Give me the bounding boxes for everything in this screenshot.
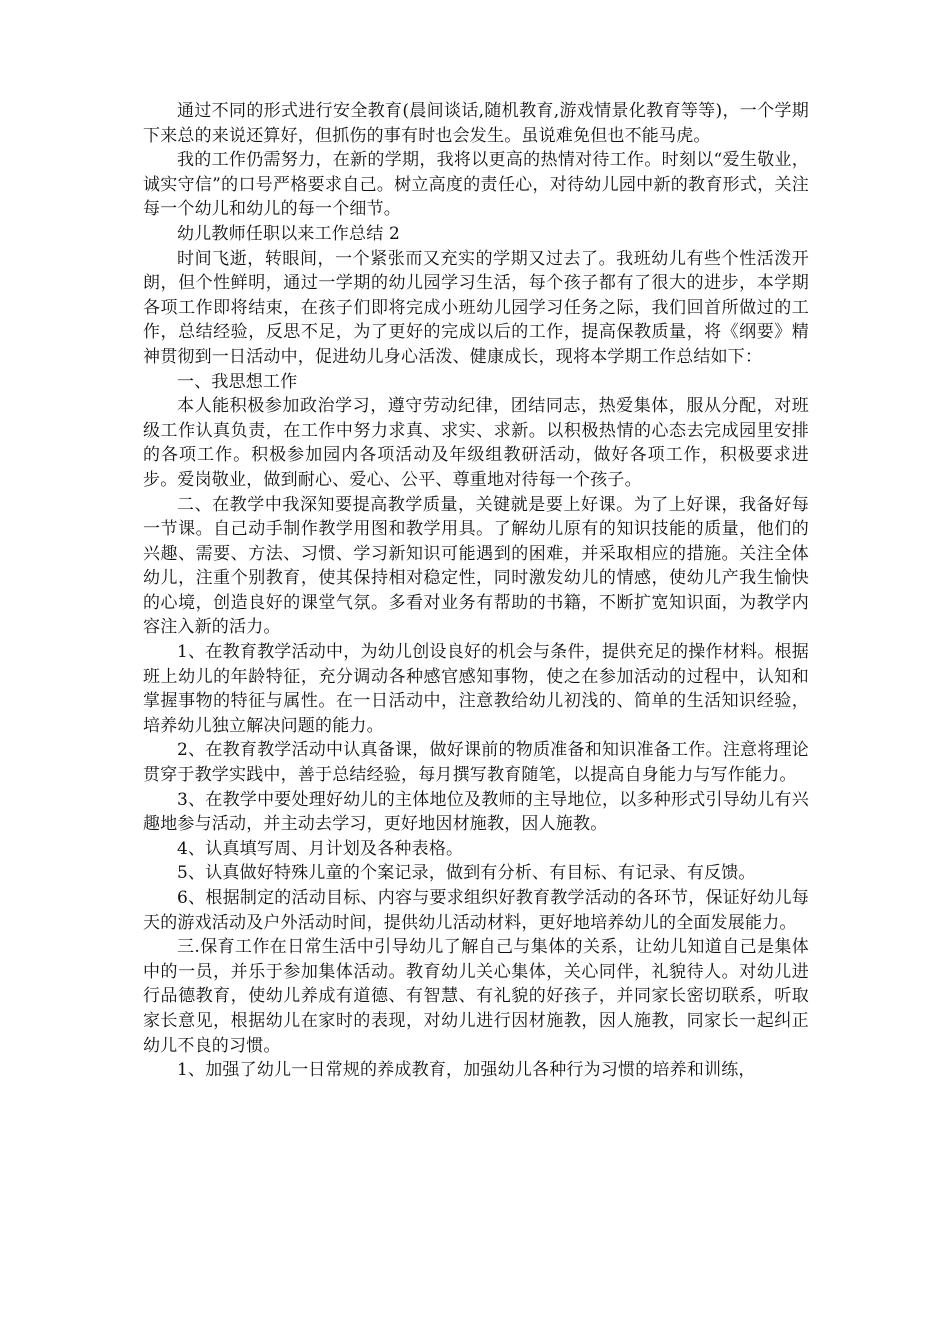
heading-ideology-work: 一、我思想工作 bbox=[177, 371, 298, 392]
paragraph-ideology: 本人能积极参加政治学习，遵守劳动纪律，团结同志，热爱集体，服从分配，对班级工作认真负责，在工作中努力求真、求实、求新。以积极热情的心态去完成园里安排的各项工作。积极参加园内各项活动及年级组教研活动，做好各项工作，积极要求进步。爱岗敬业，做到耐心、爱心、公平、尊重地对待每一个孩子。 bbox=[143, 396, 809, 490]
list-item-4: 4、认真填写周、月计划及各种表格。 bbox=[177, 838, 464, 859]
list-item-6: 6、根据制定的活动目标、内容与要求组织好教育教学活动的各环节，保证好幼儿每天的游戏活动及户外活动时间，提供幼儿活动材料，更好地培养幼儿的全面发展能力。 bbox=[143, 888, 809, 933]
paragraph-work-effort: 我的工作仍需努力，在新的学期，我将以更高的热情对待工作。时刻以“爱生敬业，诚实守信”的口号严格要求自己。树立高度的责任心，对待幼儿园中新的教育形式，关注每一个幼儿和幼儿的每一个细节。 bbox=[143, 150, 809, 220]
list-item-5: 5、认真做好特殊儿童的个案记录，做到有分析、有目标、有记录、有反馈。 bbox=[177, 863, 756, 884]
section-title: 幼儿教师任职以来工作总结 2 bbox=[177, 223, 401, 244]
document-body bbox=[143, 99, 809, 1083]
paragraph-teaching-quality: 二、在教学中我深知要提高教学质量，关键就是要上好课。为了上好课，我备好每一节课。自己动手制作教学用图和教学用具。了解幼儿原有的知识技能的质量，他们的兴趣、需要、方法、习惯、学习新知识可能遇到的困难，并采取相应的措施。关注全体幼儿，注重个别教育，使其保持相对稳定性，同时激发幼儿的情感，使幼儿产我生愉快的心境，创造良好的课堂气氛。多看对业务有帮助的书籍，不断扩宽知识面，为教学内容注入新的活力。 bbox=[143, 494, 809, 638]
list-item-3: 3、在教学中要处理好幼儿的主体地位及教师的主导地位，以多种形式引导幼儿有兴趣地参与活动，并主动去学习，更好地因材施教，因人施教。 bbox=[143, 789, 809, 835]
paragraph-intro: 时间飞逝，转眼间，一个紧张而又充实的学期又过去了。我班幼儿有些个性活泼开朗，但个性鲜明，通过一学期的幼儿园学习生活，每个孩子都有了很大的进步，本学期各项工作即将结束，在孩子们即将完成小班幼儿园学习任务之际，我们回首所做过的工作，总结经验，反思不足，为了更好的完成以后的工作，提高保教质量，将《纲要》精神贯彻到一日活动中，促进幼儿身心活泼、健康成长，现将本学期工作总结如下： bbox=[143, 248, 809, 367]
list-item-2: 2、在教育教学活动中认真备课，做好课前的物质准备和知识准备工作。注意将理论贯穿于教学实践中，善于总结经验，每月撰写教育随笔，以提高自身能力与写作能力。 bbox=[143, 740, 809, 786]
paragraph-safety-education: 通过不同的形式进行安全教育(晨间谈话,随机教育,游戏情景化教育等等)，一个学期下来总的来说还算好，但抓伤的事有时也会发生。虽说难免但也不能马虎。 bbox=[143, 101, 809, 146]
care-list-item-1: 1、加强了幼儿一日常规的养成教育，加强幼儿各种行为习惯的培养和训练， bbox=[177, 1060, 756, 1081]
list-item-1: 1、在教育教学活动中，为幼儿创设良好的机会与条件，提供充足的操作材料。根据班上幼儿的年龄特征，充分调动各种感官感知事物，使之在参加活动的过程中，认知和掌握事物的特征与属性。在一日活动中，注意教给幼儿初浅的、简单的生活知识经验，培养幼儿独立解决问题的能力。 bbox=[143, 642, 809, 736]
paragraph-care-work: 三.保育工作在日常生活中引导幼儿了解自己与集体的关系，让幼儿知道自己是集体中的一员，并乐于参加集体活动。教育幼儿关心集体，关心同伴，礼貌待人。对幼儿进行品德教育，使幼儿养成有道德、有智慧、有礼貌的好孩子，并同家长密切联系，听取家长意见，根据幼儿在家时的表现，对幼儿进行因材施教，因人施教，同家长一起纠正幼儿不良的习惯。 bbox=[143, 937, 809, 1056]
